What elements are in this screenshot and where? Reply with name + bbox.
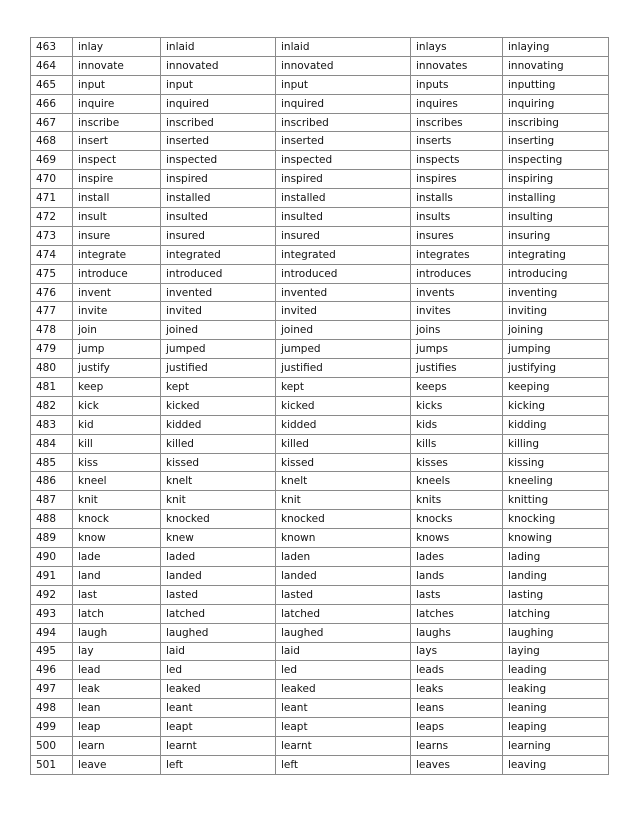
present-participle-cell: latching	[503, 604, 609, 623]
table-row	[31, 510, 609, 529]
past-participle-cell: jumped	[276, 340, 411, 359]
base-form-cell: knit	[73, 491, 161, 510]
table-row	[31, 529, 609, 548]
third-person-cell: inlays	[411, 38, 503, 57]
present-participle-cell: knowing	[503, 529, 609, 548]
base-form-cell: knock	[73, 510, 161, 529]
present-participle-cell: insulting	[503, 208, 609, 227]
document-page	[30, 37, 608, 775]
third-person-cell: leaps	[411, 718, 503, 737]
table-row	[31, 604, 609, 623]
past-participle-cell: known	[276, 529, 411, 548]
past-participle-cell: latched	[276, 604, 411, 623]
row-number-cell: 467	[31, 113, 73, 132]
past-simple-cell: killed	[161, 434, 276, 453]
third-person-cell: latches	[411, 604, 503, 623]
past-simple-cell: justified	[161, 359, 276, 378]
base-form-cell: invite	[73, 302, 161, 321]
present-participle-cell: jumping	[503, 340, 609, 359]
verb-forms-table	[30, 37, 609, 775]
past-participle-cell: knit	[276, 491, 411, 510]
table-row	[31, 548, 609, 567]
past-simple-cell: innovated	[161, 56, 276, 75]
present-participle-cell: killing	[503, 434, 609, 453]
row-number-cell: 469	[31, 151, 73, 170]
base-form-cell: kiss	[73, 453, 161, 472]
past-participle-cell: invited	[276, 302, 411, 321]
third-person-cell: leans	[411, 699, 503, 718]
base-form-cell: insure	[73, 226, 161, 245]
base-form-cell: leave	[73, 755, 161, 774]
present-participle-cell: insuring	[503, 226, 609, 245]
base-form-cell: know	[73, 529, 161, 548]
row-number-cell: 470	[31, 170, 73, 189]
row-number-cell: 483	[31, 415, 73, 434]
present-participle-cell: leaking	[503, 680, 609, 699]
table-row	[31, 226, 609, 245]
past-simple-cell: insulted	[161, 208, 276, 227]
table-row	[31, 415, 609, 434]
present-participle-cell: inputting	[503, 75, 609, 94]
past-simple-cell: joined	[161, 321, 276, 340]
third-person-cell: kisses	[411, 453, 503, 472]
base-form-cell: innovate	[73, 56, 161, 75]
present-participle-cell: joining	[503, 321, 609, 340]
past-simple-cell: led	[161, 661, 276, 680]
present-participle-cell: inspecting	[503, 151, 609, 170]
base-form-cell: install	[73, 189, 161, 208]
verb-table-body	[31, 38, 609, 775]
past-simple-cell: inlaid	[161, 38, 276, 57]
third-person-cell: innovates	[411, 56, 503, 75]
base-form-cell: insert	[73, 132, 161, 151]
past-simple-cell: inquired	[161, 94, 276, 113]
past-participle-cell: kicked	[276, 396, 411, 415]
row-number-cell: 472	[31, 208, 73, 227]
table-row	[31, 56, 609, 75]
past-participle-cell: kidded	[276, 415, 411, 434]
table-row	[31, 434, 609, 453]
third-person-cell: insures	[411, 226, 503, 245]
table-row	[31, 264, 609, 283]
past-simple-cell: inscribed	[161, 113, 276, 132]
past-participle-cell: lasted	[276, 585, 411, 604]
present-participle-cell: justifying	[503, 359, 609, 378]
third-person-cell: knocks	[411, 510, 503, 529]
present-participle-cell: inquiring	[503, 94, 609, 113]
row-number-cell: 471	[31, 189, 73, 208]
past-simple-cell: jumped	[161, 340, 276, 359]
present-participle-cell: introducing	[503, 264, 609, 283]
past-simple-cell: integrated	[161, 245, 276, 264]
table-row	[31, 566, 609, 585]
third-person-cell: inscribes	[411, 113, 503, 132]
past-simple-cell: input	[161, 75, 276, 94]
table-row	[31, 245, 609, 264]
base-form-cell: inspire	[73, 170, 161, 189]
present-participle-cell: learning	[503, 736, 609, 755]
past-simple-cell: installed	[161, 189, 276, 208]
row-number-cell: 484	[31, 434, 73, 453]
present-participle-cell: kicking	[503, 396, 609, 415]
table-row	[31, 755, 609, 774]
row-number-cell: 489	[31, 529, 73, 548]
row-number-cell: 478	[31, 321, 73, 340]
past-participle-cell: led	[276, 661, 411, 680]
past-participle-cell: inlaid	[276, 38, 411, 57]
past-participle-cell: invented	[276, 283, 411, 302]
past-simple-cell: landed	[161, 566, 276, 585]
present-participle-cell: lasting	[503, 585, 609, 604]
table-row	[31, 736, 609, 755]
base-form-cell: integrate	[73, 245, 161, 264]
base-form-cell: leap	[73, 718, 161, 737]
table-row	[31, 680, 609, 699]
table-row	[31, 718, 609, 737]
present-participle-cell: inserting	[503, 132, 609, 151]
past-participle-cell: killed	[276, 434, 411, 453]
past-simple-cell: knit	[161, 491, 276, 510]
table-row	[31, 623, 609, 642]
row-number-cell: 495	[31, 642, 73, 661]
base-form-cell: justify	[73, 359, 161, 378]
row-number-cell: 497	[31, 680, 73, 699]
past-simple-cell: laded	[161, 548, 276, 567]
past-simple-cell: introduced	[161, 264, 276, 283]
row-number-cell: 481	[31, 378, 73, 397]
base-form-cell: jump	[73, 340, 161, 359]
row-number-cell: 486	[31, 472, 73, 491]
base-form-cell: lead	[73, 661, 161, 680]
row-number-cell: 466	[31, 94, 73, 113]
present-participle-cell: integrating	[503, 245, 609, 264]
present-participle-cell: inspiring	[503, 170, 609, 189]
past-participle-cell: insured	[276, 226, 411, 245]
table-row	[31, 75, 609, 94]
third-person-cell: lades	[411, 548, 503, 567]
past-participle-cell: installed	[276, 189, 411, 208]
third-person-cell: laughs	[411, 623, 503, 642]
row-number-cell: 492	[31, 585, 73, 604]
row-number-cell: 475	[31, 264, 73, 283]
past-participle-cell: laden	[276, 548, 411, 567]
third-person-cell: invents	[411, 283, 503, 302]
past-participle-cell: leant	[276, 699, 411, 718]
row-number-cell: 498	[31, 699, 73, 718]
third-person-cell: inspects	[411, 151, 503, 170]
row-number-cell: 468	[31, 132, 73, 151]
row-number-cell: 463	[31, 38, 73, 57]
past-simple-cell: inspected	[161, 151, 276, 170]
present-participle-cell: kissing	[503, 453, 609, 472]
past-simple-cell: leapt	[161, 718, 276, 737]
present-participle-cell: lading	[503, 548, 609, 567]
third-person-cell: kids	[411, 415, 503, 434]
present-participle-cell: leaning	[503, 699, 609, 718]
base-form-cell: latch	[73, 604, 161, 623]
past-participle-cell: learnt	[276, 736, 411, 755]
row-number-cell: 482	[31, 396, 73, 415]
third-person-cell: leaks	[411, 680, 503, 699]
table-row	[31, 170, 609, 189]
row-number-cell: 480	[31, 359, 73, 378]
past-participle-cell: landed	[276, 566, 411, 585]
base-form-cell: kill	[73, 434, 161, 453]
third-person-cell: insults	[411, 208, 503, 227]
table-row	[31, 38, 609, 57]
row-number-cell: 501	[31, 755, 73, 774]
present-participle-cell: leaping	[503, 718, 609, 737]
present-participle-cell: knitting	[503, 491, 609, 510]
row-number-cell: 494	[31, 623, 73, 642]
row-number-cell: 473	[31, 226, 73, 245]
row-number-cell: 493	[31, 604, 73, 623]
third-person-cell: joins	[411, 321, 503, 340]
past-participle-cell: kissed	[276, 453, 411, 472]
past-participle-cell: knocked	[276, 510, 411, 529]
past-participle-cell: inquired	[276, 94, 411, 113]
table-row	[31, 699, 609, 718]
past-participle-cell: laid	[276, 642, 411, 661]
row-number-cell: 491	[31, 566, 73, 585]
row-number-cell: 465	[31, 75, 73, 94]
row-number-cell: 477	[31, 302, 73, 321]
past-simple-cell: kept	[161, 378, 276, 397]
third-person-cell: invites	[411, 302, 503, 321]
base-form-cell: leak	[73, 680, 161, 699]
third-person-cell: leads	[411, 661, 503, 680]
present-participle-cell: leading	[503, 661, 609, 680]
past-simple-cell: left	[161, 755, 276, 774]
base-form-cell: last	[73, 585, 161, 604]
table-row	[31, 472, 609, 491]
base-form-cell: introduce	[73, 264, 161, 283]
past-participle-cell: inserted	[276, 132, 411, 151]
third-person-cell: inputs	[411, 75, 503, 94]
third-person-cell: leaves	[411, 755, 503, 774]
past-simple-cell: knocked	[161, 510, 276, 529]
table-row	[31, 642, 609, 661]
past-simple-cell: lasted	[161, 585, 276, 604]
present-participle-cell: innovating	[503, 56, 609, 75]
past-participle-cell: laughed	[276, 623, 411, 642]
present-participle-cell: inlaying	[503, 38, 609, 57]
present-participle-cell: landing	[503, 566, 609, 585]
present-participle-cell: laughing	[503, 623, 609, 642]
present-participle-cell: laying	[503, 642, 609, 661]
third-person-cell: integrates	[411, 245, 503, 264]
third-person-cell: inquires	[411, 94, 503, 113]
present-participle-cell: installing	[503, 189, 609, 208]
row-number-cell: 479	[31, 340, 73, 359]
row-number-cell: 464	[31, 56, 73, 75]
table-row	[31, 113, 609, 132]
past-participle-cell: input	[276, 75, 411, 94]
past-simple-cell: laughed	[161, 623, 276, 642]
past-participle-cell: integrated	[276, 245, 411, 264]
past-simple-cell: learnt	[161, 736, 276, 755]
third-person-cell: jumps	[411, 340, 503, 359]
past-participle-cell: kept	[276, 378, 411, 397]
base-form-cell: kneel	[73, 472, 161, 491]
past-simple-cell: kissed	[161, 453, 276, 472]
present-participle-cell: kneeling	[503, 472, 609, 491]
table-row	[31, 359, 609, 378]
table-row	[31, 283, 609, 302]
third-person-cell: lands	[411, 566, 503, 585]
present-participle-cell: inviting	[503, 302, 609, 321]
table-row	[31, 302, 609, 321]
base-form-cell: keep	[73, 378, 161, 397]
base-form-cell: kick	[73, 396, 161, 415]
third-person-cell: learns	[411, 736, 503, 755]
row-number-cell: 485	[31, 453, 73, 472]
past-simple-cell: kidded	[161, 415, 276, 434]
past-simple-cell: laid	[161, 642, 276, 661]
base-form-cell: inspect	[73, 151, 161, 170]
third-person-cell: kills	[411, 434, 503, 453]
present-participle-cell: inventing	[503, 283, 609, 302]
table-row	[31, 132, 609, 151]
base-form-cell: input	[73, 75, 161, 94]
third-person-cell: introduces	[411, 264, 503, 283]
row-number-cell: 496	[31, 661, 73, 680]
past-participle-cell: introduced	[276, 264, 411, 283]
base-form-cell: laugh	[73, 623, 161, 642]
past-participle-cell: inspected	[276, 151, 411, 170]
past-participle-cell: left	[276, 755, 411, 774]
past-simple-cell: invented	[161, 283, 276, 302]
third-person-cell: kicks	[411, 396, 503, 415]
present-participle-cell: inscribing	[503, 113, 609, 132]
base-form-cell: inlay	[73, 38, 161, 57]
base-form-cell: land	[73, 566, 161, 585]
third-person-cell: lays	[411, 642, 503, 661]
third-person-cell: justifies	[411, 359, 503, 378]
past-participle-cell: inscribed	[276, 113, 411, 132]
base-form-cell: kid	[73, 415, 161, 434]
past-simple-cell: kicked	[161, 396, 276, 415]
past-simple-cell: latched	[161, 604, 276, 623]
row-number-cell: 490	[31, 548, 73, 567]
past-participle-cell: justified	[276, 359, 411, 378]
third-person-cell: knits	[411, 491, 503, 510]
row-number-cell: 487	[31, 491, 73, 510]
past-simple-cell: leant	[161, 699, 276, 718]
table-row	[31, 340, 609, 359]
third-person-cell: installs	[411, 189, 503, 208]
past-simple-cell: inserted	[161, 132, 276, 151]
base-form-cell: invent	[73, 283, 161, 302]
base-form-cell: lade	[73, 548, 161, 567]
past-participle-cell: inspired	[276, 170, 411, 189]
table-row	[31, 208, 609, 227]
past-simple-cell: invited	[161, 302, 276, 321]
table-row	[31, 94, 609, 113]
row-number-cell: 474	[31, 245, 73, 264]
past-participle-cell: knelt	[276, 472, 411, 491]
row-number-cell: 500	[31, 736, 73, 755]
row-number-cell: 476	[31, 283, 73, 302]
table-row	[31, 378, 609, 397]
base-form-cell: learn	[73, 736, 161, 755]
base-form-cell: lean	[73, 699, 161, 718]
third-person-cell: inspires	[411, 170, 503, 189]
past-participle-cell: insulted	[276, 208, 411, 227]
third-person-cell: knows	[411, 529, 503, 548]
third-person-cell: inserts	[411, 132, 503, 151]
past-participle-cell: leapt	[276, 718, 411, 737]
present-participle-cell: knocking	[503, 510, 609, 529]
base-form-cell: insult	[73, 208, 161, 227]
present-participle-cell: keeping	[503, 378, 609, 397]
third-person-cell: kneels	[411, 472, 503, 491]
table-row	[31, 151, 609, 170]
base-form-cell: join	[73, 321, 161, 340]
table-row	[31, 661, 609, 680]
table-row	[31, 491, 609, 510]
table-row	[31, 189, 609, 208]
table-row	[31, 321, 609, 340]
base-form-cell: inscribe	[73, 113, 161, 132]
past-simple-cell: leaked	[161, 680, 276, 699]
past-participle-cell: leaked	[276, 680, 411, 699]
table-row	[31, 453, 609, 472]
past-participle-cell: joined	[276, 321, 411, 340]
past-simple-cell: knelt	[161, 472, 276, 491]
past-simple-cell: inspired	[161, 170, 276, 189]
table-row	[31, 585, 609, 604]
base-form-cell: inquire	[73, 94, 161, 113]
row-number-cell: 488	[31, 510, 73, 529]
table-row	[31, 396, 609, 415]
present-participle-cell: leaving	[503, 755, 609, 774]
past-simple-cell: knew	[161, 529, 276, 548]
past-simple-cell: insured	[161, 226, 276, 245]
third-person-cell: lasts	[411, 585, 503, 604]
third-person-cell: keeps	[411, 378, 503, 397]
present-participle-cell: kidding	[503, 415, 609, 434]
row-number-cell: 499	[31, 718, 73, 737]
base-form-cell: lay	[73, 642, 161, 661]
past-participle-cell: innovated	[276, 56, 411, 75]
